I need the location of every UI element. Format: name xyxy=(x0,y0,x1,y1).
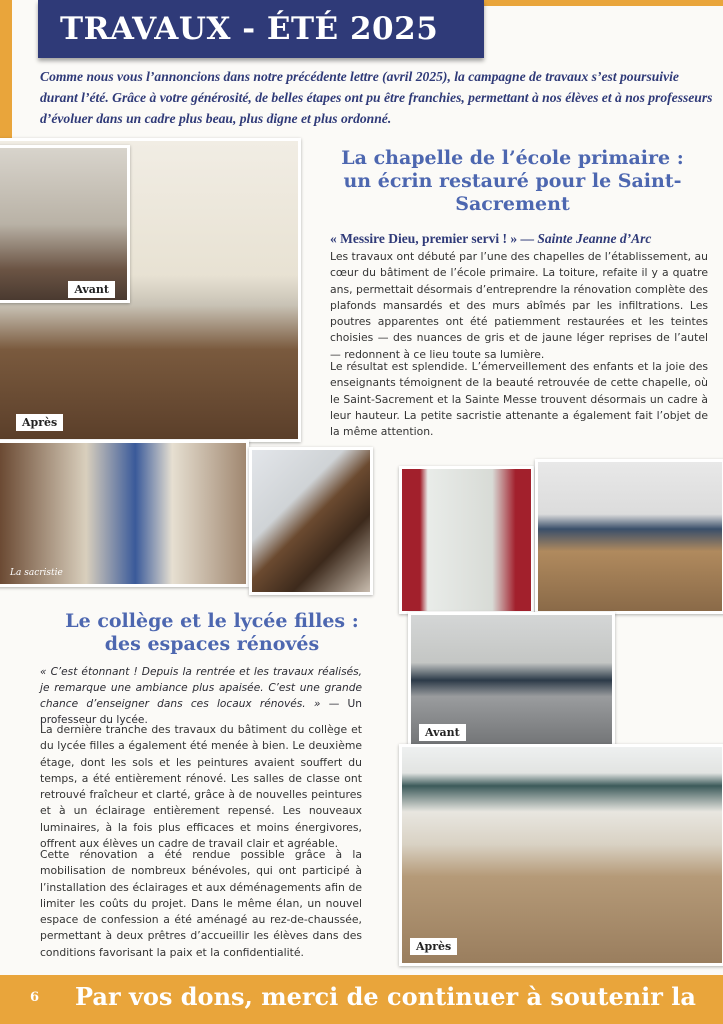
chapel-quote xyxy=(330,231,710,247)
chapel-heading: La chapelle de l’école primaire : un écrin restauré pour le Saint-Sacrement xyxy=(341,147,684,215)
quote-author: — Un professeur du lycée. xyxy=(40,698,363,726)
photo-chapel-before xyxy=(0,145,130,303)
label-apres-hall: Après xyxy=(410,938,457,955)
photo-classroom xyxy=(535,459,723,614)
orange-accent-left xyxy=(0,0,12,140)
page-title: TRAVAUX - ÉTÉ 2025 xyxy=(38,0,484,58)
photo-beam xyxy=(249,447,373,595)
chapel-paragraph-1: Les travaux ont débuté par l’une des chapelles de l’établissement, au cœur du bâtiment de l’école primaire. La toiture, refaite il y a quatre ans, permettait désormais d’entreprendre la rénovation complète des plafonds mansardés et des murs abîmés par les infiltrations. Les poutres apparentes ont été patiemment restaurées et les teintes choisies — des nuances de gris et de jaune léger reprises de l’autel — redonnent à ce lieu toute sa lumière. xyxy=(330,250,708,361)
quote-text: « C’est étonnant ! Depuis la rentrée et les travaux réalisés, je remarque une ambiance plus apaisée. C’est une grande chance d’enseigner dans ces locaux rénovés. » xyxy=(40,666,362,710)
photo-hall-before xyxy=(408,612,615,754)
college-paragraph-1: La dernière tranche des travaux du bâtiment du collège et du lycée filles a également été menée à bien. Le deuxième étage, dont les sols et les peintures avaient souffert du temps, a été entièrement rénové. Les salles de classe ont retrouvé fraîcheur et clarté, grâce à de nouvelles peintures et à un éclairage entièrement repensé. Les nouveaux luminaires, à la fois plus efficaces et moins énergivores, offrent aux élèves un cadre de travail clair et agréable. xyxy=(40,723,362,851)
college-heading: Le collège et le lycée filles : des espaces rénovés xyxy=(65,610,359,655)
quote-text: « Messire Dieu, premier servi ! » — xyxy=(330,231,534,246)
label-avant-hall: Avant xyxy=(419,724,466,741)
page-number: 6 xyxy=(30,990,40,1005)
label-sacristie: La sacristie xyxy=(10,568,63,578)
photo-sacristy xyxy=(0,440,249,587)
college-quote xyxy=(40,664,362,728)
photo-stairs xyxy=(399,466,534,614)
chapel-paragraph-2: Le résultat est splendide. L’émerveillement des enfants et la joie des enseignants témoignent de la beauté retrouvée de cette chapelle, où le Saint-Sacrement et la Sainte Messe trouvent désormais un cadre à leur hauteur. La petite sacristie attenante a également fait l’objet de la même attention. xyxy=(330,360,708,439)
footer-appeal: Par vos dons, merci de continuer à soutenir la xyxy=(75,982,696,1011)
photo-hall-after xyxy=(399,744,723,966)
label-avant: Avant xyxy=(68,281,115,298)
orange-accent-top xyxy=(483,0,723,6)
label-apres: Après xyxy=(16,414,63,431)
intro-text: Comme nous vous l’annoncions dans notre précédente lettre (avril 2025), la campagne de travaux s’est poursuivie durant l’été. Grâce à votre générosité, de belles étapes ont pu être franchies, permettant à nos élèves et à nos professeurs d’évoluer dans un cadre plus beau, plus digne et plus ordonné. xyxy=(40,69,713,126)
quote-author: Sainte Jeanne d’Arc xyxy=(537,231,652,246)
college-paragraph-2: Cette rénovation a été rendue possible grâce à la mobilisation de nombreux bénévoles, qui ont participé à l’installation des éclairages et aux déménagements afin de limiter les coûts du projet. Dans le même élan, un nouvel espace de confession a été aménagé au rez-de-chaussée, permettant à deux prêtres d’accueillir les élèves dans des conditions favorisant la paix et la confidentialité. xyxy=(40,848,362,959)
